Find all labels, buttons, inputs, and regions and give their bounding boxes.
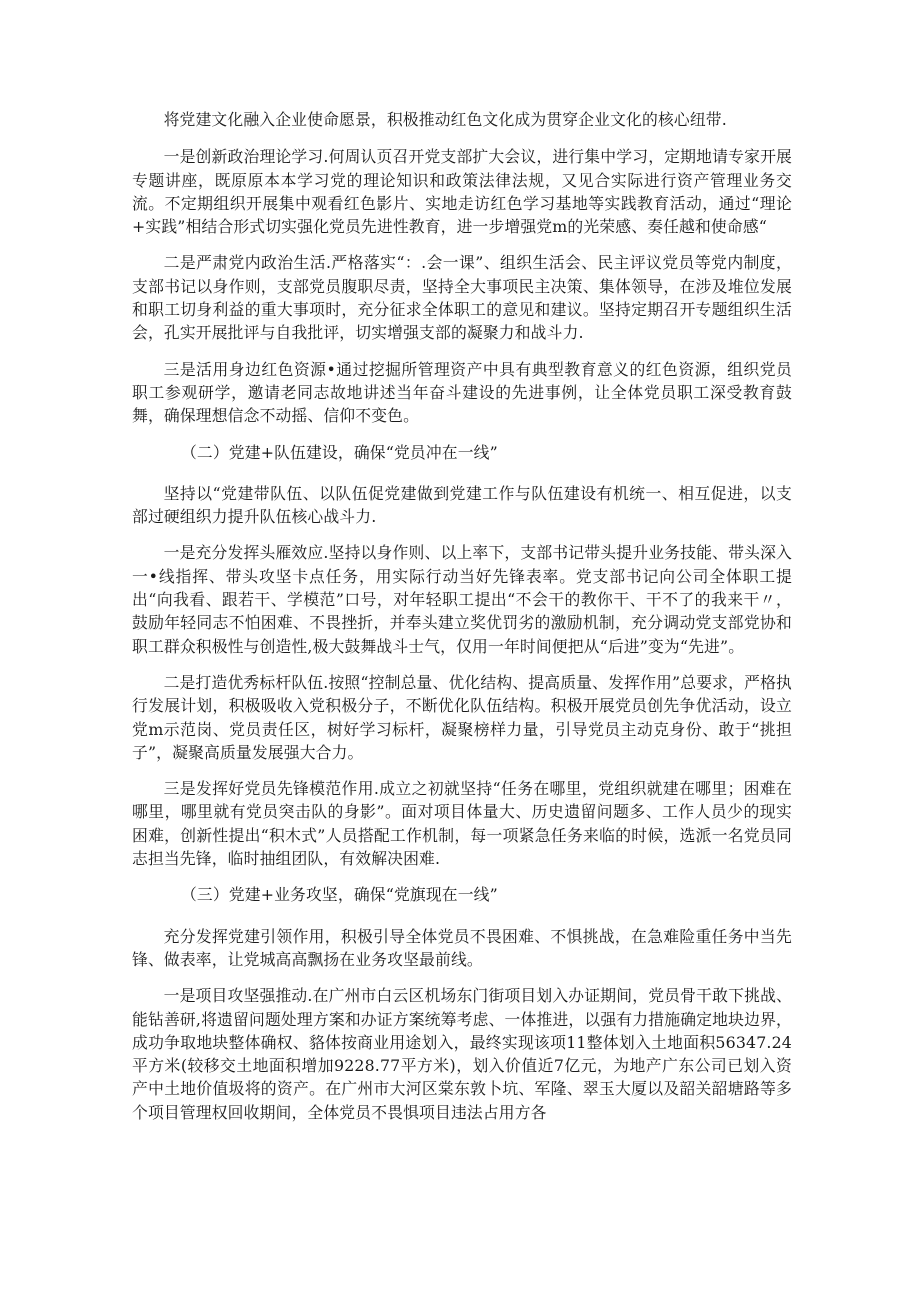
- paragraph-benchmark-team: 二是打造优秀标杆队伍.按照“控制总量、优化结构、提高质量、发挥作用”总要求，严格执行发展计划，积极吸收入党积极分子，不断优化队伍结构。积极开展党员创先争优活动，设立党m示范岗、党员责任区，树好学习标杆，凝聚榜样力量，引导党员主动克身份、敢于“挑担子”，凝聚高质量发展强大合力。: [132, 672, 792, 762]
- paragraph-intro: 将党建文化融入企业使命愿景，积极推动红色文化成为贯穿企业文化的核心纽带.: [163, 110, 727, 129]
- paragraph-theory-study: 一是创新政治理论学习.何周认页召开党支部扩大会议，进行集中学习，定期地请专家开展专题讲座，既原原本本学习党的理论知识和政策法律法规，又见合实际进行资产管理业务交流。不定期组织开展集中观看红色影片、实地走访红色学习基地等实践教育活动，通过“理论+实践”相结合形式切实强化党员先进性教育，进一步增强党m的光荣感、奏任越和使命感“: [132, 147, 792, 237]
- paragraph-red-resources: 三是活用身边红色资源•通过挖掘所管理资产中具有典型教育意义的红色资源，组织党员职工参观研学，邀请老同志故地讲述当年奋斗建设的先进事例，让全体党员职工深受教育鼓舞，确保理想信念不动摇、信仰不变色。: [132, 359, 792, 426]
- paragraph-political-life: 二是严肃党内政治生活.严格落实“：.会一课”、组织生活会、民主评议党员等党内制度，支部书记以身作则，支部党员腹职尽责，坚持全大事项民主决策、集体领导，在涉及堆位发展和职工切身利益的重大事项时，充分征求全体职工的意见和建议。坚持定期召开专题组织生活会，孔实开展批评与自我批评，切实增强支部的凝聚力和战斗力.: [132, 253, 792, 343]
- section-heading-business: （三）党建+业务攻坚，确保“党旗现在一线”: [180, 885, 498, 905]
- paragraph-project-push: 一是项目攻坚强推动.在广州市白云区机场东门街项目划入办证期间，党员骨干敢下挑战、能钻善研,将遗留问题处理方案和办证方案统筹考虑、一体推进，以强有力措施确定地块边界，成功争取地块整体确权、貉体按商业用途划入，最终实现该项11整体划入土地面积56347.24平方米(较移交土地面积增加9228.77平方米)，划入价值近7亿元，为地产广东公司已划入资产中土地价值圾将的资产。在广州市大河区棠东敦卜坑、军隆、翠玉大厦以及韶关韶塘路等多个项目管理权回收期间，全体党员不畏惧项目违法占用方各: [132, 986, 792, 1122]
- paragraph-business-intro: 充分发挥党建引领作用，积极引导全体党员不畏困难、不惧挑战，在急难险重任务中当先锋、做表率，让党城高高飘扬在业务攻坚最前线。: [132, 926, 792, 969]
- paragraph-lead-goose: 一是充分发挥头雁效应.坚持以身作则、以上率下，支部书记带头提升业务技能、带头深入一•线指挥、带头攻坚卡点任务，用实际行动当好先锋表率。党支部书记向公司全体职工提出“向我看、跟若干、学模范”口号，对年轻职工提出“不会干的教你干、干不了的我来干〃，鼓励年轻同志不怕困难、不畏挫折，并奉头建立奖优罚劣的激励机制，充分调动党支部党协和职工群众积极性与创造性,极大鼓舞战斗士气，仅用一年时间便把从“后进”变为“先进”。: [132, 543, 792, 656]
- section-heading-team-building: （二）党建+队伍建设，确保“党员冲在一线”: [180, 442, 498, 462]
- paragraph-team-intro: 坚持以“党建带队伍、以队伍促党建做到党建工作与队伍建设有机统一、相互促进，以支部过硬组织力提升队伍核心战斗力.: [132, 483, 792, 527]
- paragraph-vanguard-role: 三是发挥好党员先锋模范作用.成立之初就坚持“任务在哪里，党组织就建在哪里；困难在哪里，哪里就有党员突击队的身影”。面对项目体量大、历史遗留问题多、工作人员少的现实困难，创新性提出“积木式”人员搭配工作机制，每一项紧急任务来临的时候，选派一名党员同志担当先锋，临时抽组团队，有效解决困难.: [132, 779, 792, 869]
